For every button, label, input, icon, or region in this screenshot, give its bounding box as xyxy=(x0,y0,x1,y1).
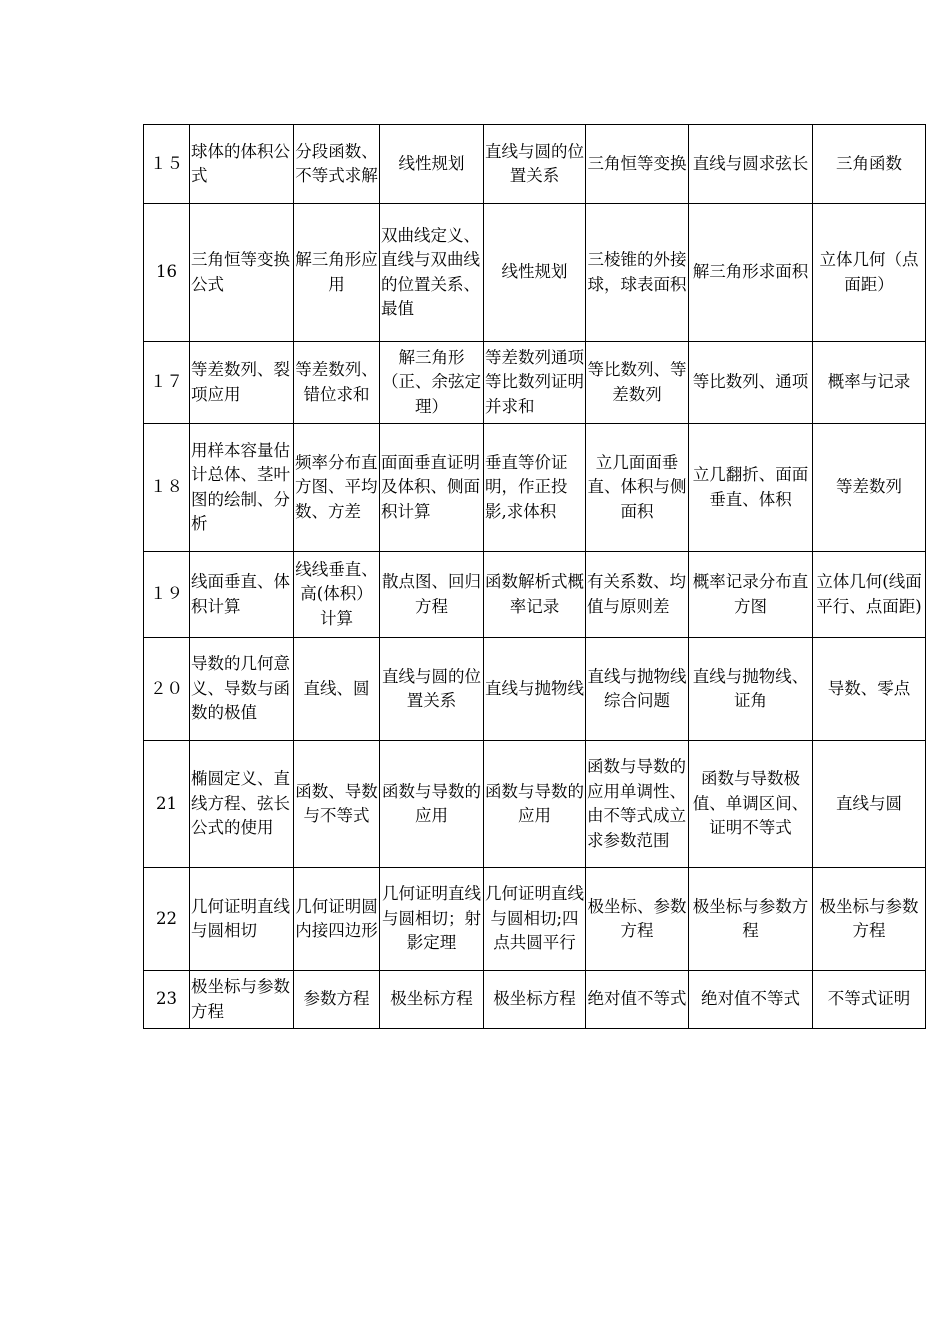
table-row xyxy=(144,638,926,741)
table-cell: 立几面面垂直、体积与侧面积 xyxy=(586,424,689,552)
table-cell: 等差数列通项等比数列证明并求和 xyxy=(484,342,586,424)
table-cell: 几何证明直线与圆相切 xyxy=(190,868,294,971)
table-cell: 直线与抛物线综合问题 xyxy=(586,638,689,741)
table-cell: 极坐标方程 xyxy=(380,971,484,1029)
table-cell: 极坐标与参数方程 xyxy=(190,971,294,1029)
table-cell: 导数的几何意义、导数与函数的极值 xyxy=(190,638,294,741)
question-number: 22 xyxy=(144,868,190,971)
table-row xyxy=(144,741,926,868)
table-cell: 面面垂直证明及体积、侧面积计算 xyxy=(380,424,484,552)
table-cell: 用样本容量估计总体、茎叶图的绘制、分析 xyxy=(190,424,294,552)
table-cell: 等比数列、等差数列 xyxy=(586,342,689,424)
table-cell: 双曲线定义、直线与双曲线的位置关系、最值 xyxy=(380,204,484,342)
table-cell: 垂直等价证明，作正投影,求体积 xyxy=(484,424,586,552)
table-cell: 等比数列、通项 xyxy=(689,342,813,424)
table-cell: 线面垂直、体积计算 xyxy=(190,552,294,638)
table-cell: 极坐标与参数方程 xyxy=(813,868,926,971)
table-cell: 几何证明直线与圆相切；射影定理 xyxy=(380,868,484,971)
table-cell: 直线与圆求弦长 xyxy=(689,125,813,204)
table-cell: 球体的体积公式 xyxy=(190,125,294,204)
table-cell: 函数、导数与不等式 xyxy=(294,741,380,868)
table-row xyxy=(144,342,926,424)
table-cell: 立体几何(线面平行、点面距) xyxy=(813,552,926,638)
table-cell: 极坐标方程 xyxy=(484,971,586,1029)
table-cell: 不等式证明 xyxy=(813,971,926,1029)
question-number: 21 xyxy=(144,741,190,868)
table-row xyxy=(144,971,926,1029)
table-cell: 函数与导数的应用单调性、由不等式成立求参数范围 xyxy=(586,741,689,868)
table-cell: 等差数列 xyxy=(813,424,926,552)
table-cell: 极坐标与参数方程 xyxy=(689,868,813,971)
table-cell: 分段函数、不等式求解 xyxy=(294,125,380,204)
table-cell: 概率记录分布直方图 xyxy=(689,552,813,638)
table-cell: 直线与抛物线 xyxy=(484,638,586,741)
table-cell: 函数与导数极值、单调区间、证明不等式 xyxy=(689,741,813,868)
table-cell: 三角恒等变换公式 xyxy=(190,204,294,342)
question-number: 16 xyxy=(144,204,190,342)
table-cell: 绝对值不等式 xyxy=(689,971,813,1029)
question-number: 23 xyxy=(144,971,190,1029)
table-row xyxy=(144,552,926,638)
table-cell: 直线与抛物线、证角 xyxy=(689,638,813,741)
table-cell: 直线与圆 xyxy=(813,741,926,868)
table-cell: 解三角形（正、余弦定理） xyxy=(380,342,484,424)
table-cell: 直线、圆 xyxy=(294,638,380,741)
table-cell: 线性规划 xyxy=(380,125,484,204)
table-cell: 直线与圆的位置关系 xyxy=(484,125,586,204)
table-cell: 频率分布直方图、平均数、方差 xyxy=(294,424,380,552)
table-cell: 线性规划 xyxy=(484,204,586,342)
table-cell: 有关系数、均值与原则差 xyxy=(586,552,689,638)
table-cell: 散点图、回归方程 xyxy=(380,552,484,638)
table-cell: 三角恒等变换 xyxy=(586,125,689,204)
table-cell: 函数解析式概率记录 xyxy=(484,552,586,638)
table-cell: 函数与导数的应用 xyxy=(380,741,484,868)
table-row xyxy=(144,424,926,552)
table-cell: 参数方程 xyxy=(294,971,380,1029)
question-number: １５ xyxy=(144,125,190,204)
question-number: １７ xyxy=(144,342,190,424)
table-cell: 几何证明圆内接四边形 xyxy=(294,868,380,971)
table-cell: 解三角形求面积 xyxy=(689,204,813,342)
table-cell: 绝对值不等式 xyxy=(586,971,689,1029)
table-cell: 直线与圆的位置关系 xyxy=(380,638,484,741)
question-number: １８ xyxy=(144,424,190,552)
question-number: １９ xyxy=(144,552,190,638)
table-cell: 线线垂直、高(体积）计算 xyxy=(294,552,380,638)
table-body xyxy=(144,125,926,1029)
table-row xyxy=(144,125,926,204)
table-cell: 立几翻折、面面垂直、体积 xyxy=(689,424,813,552)
table-cell: 导数、零点 xyxy=(813,638,926,741)
table-cell: 等差数列、裂项应用 xyxy=(190,342,294,424)
topic-table xyxy=(143,124,926,1029)
table-cell: 解三角形应用 xyxy=(294,204,380,342)
table-cell: 极坐标、参数方程 xyxy=(586,868,689,971)
question-number: ２０ xyxy=(144,638,190,741)
table-cell: 等差数列、错位求和 xyxy=(294,342,380,424)
table-cell: 函数与导数的应用 xyxy=(484,741,586,868)
table-cell: 概率与记录 xyxy=(813,342,926,424)
table-cell: 三角函数 xyxy=(813,125,926,204)
table-cell: 椭圆定义、直线方程、弦长公式的使用 xyxy=(190,741,294,868)
table-row xyxy=(144,204,926,342)
table-row xyxy=(144,868,926,971)
table-cell: 立体几何（点面距） xyxy=(813,204,926,342)
table-cell: 三棱锥的外接球，球表面积 xyxy=(586,204,689,342)
table-cell: 几何证明直线与圆相切;四点共圆平行 xyxy=(484,868,586,971)
